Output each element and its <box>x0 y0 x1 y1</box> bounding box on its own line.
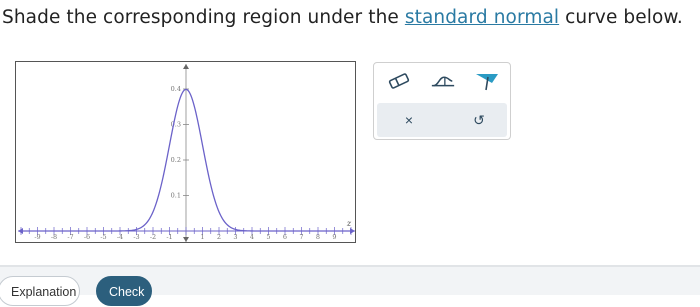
x-tick-label: 3 <box>233 233 237 241</box>
eraser-button[interactable] <box>386 71 412 91</box>
shade-tool-button[interactable] <box>474 71 500 91</box>
curve-tool-button[interactable] <box>430 71 456 91</box>
shade-tool-icon <box>474 71 500 91</box>
standard-normal-link[interactable]: standard normal <box>405 7 559 28</box>
x-tick-label: -7 <box>67 233 73 241</box>
undo-icon: ↺ <box>473 112 485 129</box>
x-tick-label: 7 <box>299 233 303 241</box>
x-tick-label: 9 <box>332 233 336 241</box>
x-tick-label: 8 <box>316 233 320 241</box>
x-tick-label: -9 <box>34 233 40 241</box>
normal-curve-graph[interactable] <box>16 62 357 244</box>
clear-button[interactable] <box>394 110 424 130</box>
x-tick-label: -8 <box>51 233 57 241</box>
x-tick-label: 4 <box>250 233 254 241</box>
eraser-icon <box>387 72 411 90</box>
x-tick-label: 1 <box>200 233 204 241</box>
x-tick-label: -1 <box>166 233 172 241</box>
x-tick-label: -6 <box>84 233 90 241</box>
y-axis-down-arrow <box>183 237 189 242</box>
x-tick-label: -3 <box>133 233 139 241</box>
explanation-button[interactable]: Explanation <box>0 276 80 306</box>
check-button[interactable]: Check <box>96 276 152 306</box>
x-tick-label: 5 <box>266 233 270 241</box>
y-tick-label: 0.4 <box>171 85 181 93</box>
x-tick-label: -4 <box>117 233 123 241</box>
y-tick-label: 0.2 <box>171 156 181 164</box>
x-tick-label: -5 <box>100 233 106 241</box>
graph-area[interactable] <box>15 61 356 243</box>
prompt-text-after: curve below. <box>559 7 683 28</box>
prompt-text-before: Shade the corresponding region under the <box>2 7 405 28</box>
undo-button[interactable] <box>464 110 494 130</box>
y-tick-label: 0.1 <box>171 192 181 200</box>
x-tick-label: 2 <box>217 233 221 241</box>
x-tick-label: -2 <box>150 233 156 241</box>
x-tick-label: 6 <box>283 233 287 241</box>
tool-panel <box>373 62 511 140</box>
action-bar <box>377 103 507 137</box>
y-axis-up-arrow <box>183 64 189 69</box>
y-tick-label: 0.3 <box>171 121 181 129</box>
footer-bar <box>0 265 700 295</box>
x-axis-name: z <box>346 219 352 228</box>
question-prompt <box>2 7 683 28</box>
clear-icon: × <box>405 112 413 128</box>
curve-tool-icon <box>430 72 456 90</box>
